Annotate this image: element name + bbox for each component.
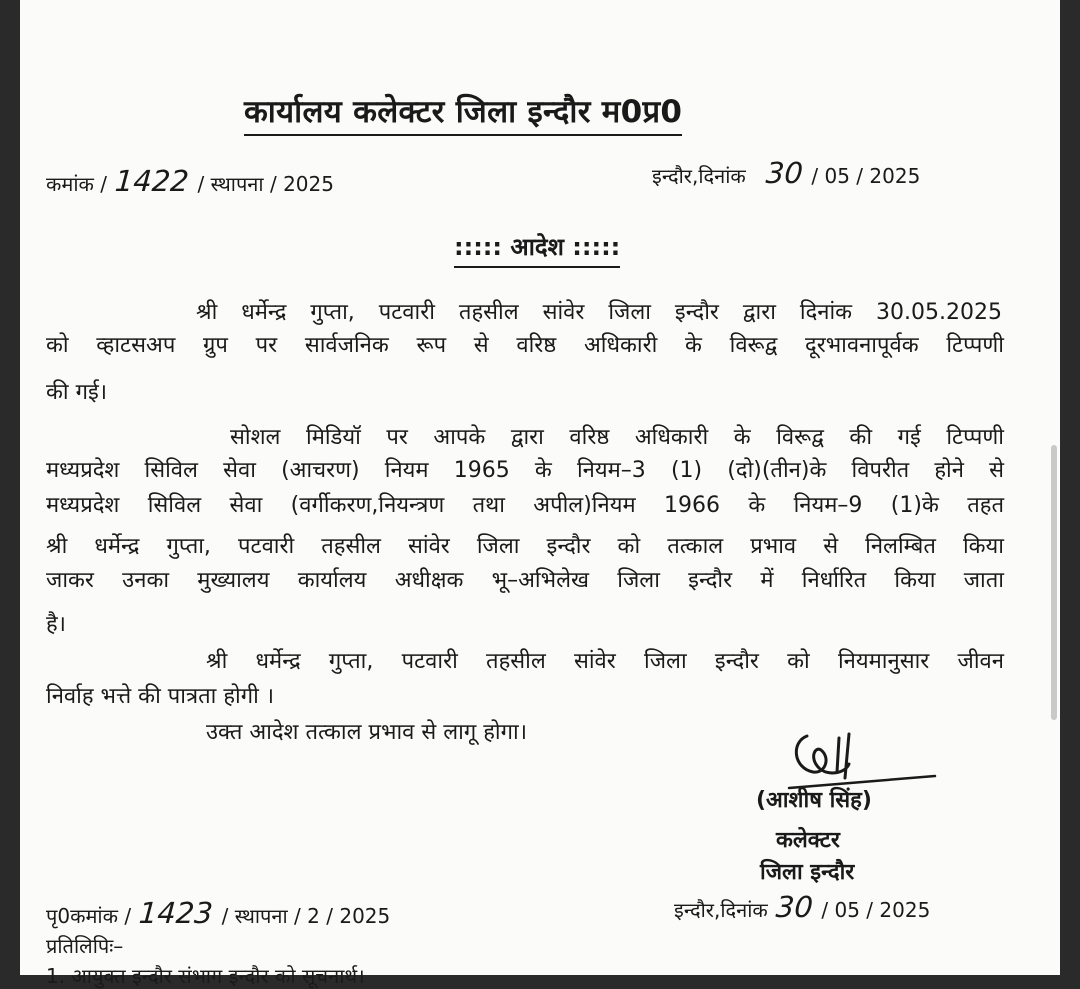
order-ref-year: 2025	[283, 172, 334, 196]
para2-line2: मध्यप्रदेश सिविल सेवा (आचरण) नियम 1965 के नियम–3 (1) (दो)(तीन)के विपरीत होने से	[46, 458, 1004, 483]
endorsement-date-day: 30	[774, 890, 815, 924]
endorsement-date-rest: 05 / 2025	[834, 898, 931, 922]
order-date-place: इन्दौर,दिनांक	[652, 164, 746, 188]
order-date-rest: 05 / 2025	[824, 164, 921, 188]
order-ref-section: स्थापना	[210, 172, 264, 196]
para2-line1: सोशल मिडियॉ पर आपके द्वारा वरिष्ठ अधिकारी के विरूद्व की गई टिप्पणी	[230, 425, 1004, 450]
endorsement-reference: पृ0कमांक / 1423 / स्थापना / 2 / 2025	[46, 896, 391, 930]
order-date-day: 30	[764, 156, 805, 190]
office-title: कार्यालय कलेक्टर जिला इन्दौर म0प्र0	[244, 90, 682, 136]
signatory-district: जिला इन्दौर	[760, 860, 855, 885]
signatory-designation: कलेक्टर	[776, 828, 840, 853]
para3-line1: श्री धर्मेन्द्र गुप्ता, पटवारी तहसील सांवेर जिला इन्दौर को नियमानुसार जीवन	[206, 649, 1004, 674]
order-heading: ::::: आदेश :::::	[454, 230, 620, 268]
endorsement-ref-mid: 2	[307, 904, 320, 928]
order-date: इन्दौर,दिनांक 30 / 05 / 2025	[652, 156, 921, 190]
para2-line4: श्री धर्मेन्द्र गुप्ता, पटवारी तहसील सांवेर जिला इन्दौर को तत्काल प्रभाव से निलम्बित किया	[46, 534, 1004, 559]
order-ref-number: 1422	[114, 164, 191, 198]
order-ref-prefix: कमांक	[46, 172, 94, 196]
endorsement-ref-prefix: पृ0कमांक	[46, 904, 118, 928]
endorsement-ref-number: 1423	[138, 896, 215, 930]
document-page	[20, 0, 1060, 988]
endorsement-date-place: इन्दौर,दिनांक	[674, 898, 768, 922]
para1-line3: की गई।	[46, 380, 108, 405]
para2-line5: जाकर उनका मुख्यालय कार्यालय अधीक्षक भू–अभिलेख जिला इन्दौर में निर्धारित किया जाता	[46, 568, 1004, 593]
scrollbar-thumb[interactable]	[1051, 445, 1057, 720]
para1-line1: श्री धर्मेन्द्र गुप्ता, पटवारी तहसील सांवेर जिला इन्दौर द्वारा दिनांक 30.05.2025	[196, 300, 1002, 325]
para1-line2: को व्हाटसअप ग्रुप पर सार्वजनिक रूप से वरिष्ठ अधिकारी के विरूद्व दूरभावनापूर्वक टिप्पणी	[46, 333, 1004, 358]
copy-label: प्रतिलिपिः–	[46, 934, 124, 958]
endorsement-ref-section: स्थापना	[234, 904, 288, 928]
endorsement-date: इन्दौर,दिनांक 30 / 05 / 2025	[674, 890, 931, 924]
para2-line3: मध्यप्रदेश सिविल सेवा (वर्गीकरण,नियन्त्रण तथा अपील)नियम 1966 के नियम–9 (1)के तहत	[46, 493, 1004, 518]
para4-line: उक्त आदेश तत्काल प्रभाव से लागू होगा।	[206, 720, 528, 745]
signatory-name: (आशीष सिंह)	[756, 788, 872, 813]
para3-line2: निर्वाह भत्ते की पात्रता होगी ।	[46, 684, 275, 709]
copy-line-1: 1. आयुक्त इन्दौर संभाग इन्दौर को सूचनार्थ।	[46, 964, 365, 988]
endorsement-ref-year: 2025	[339, 904, 391, 928]
order-reference: कमांक / 1422 / स्थापना / 2025	[46, 164, 334, 198]
para2-line6: है।	[46, 612, 67, 637]
